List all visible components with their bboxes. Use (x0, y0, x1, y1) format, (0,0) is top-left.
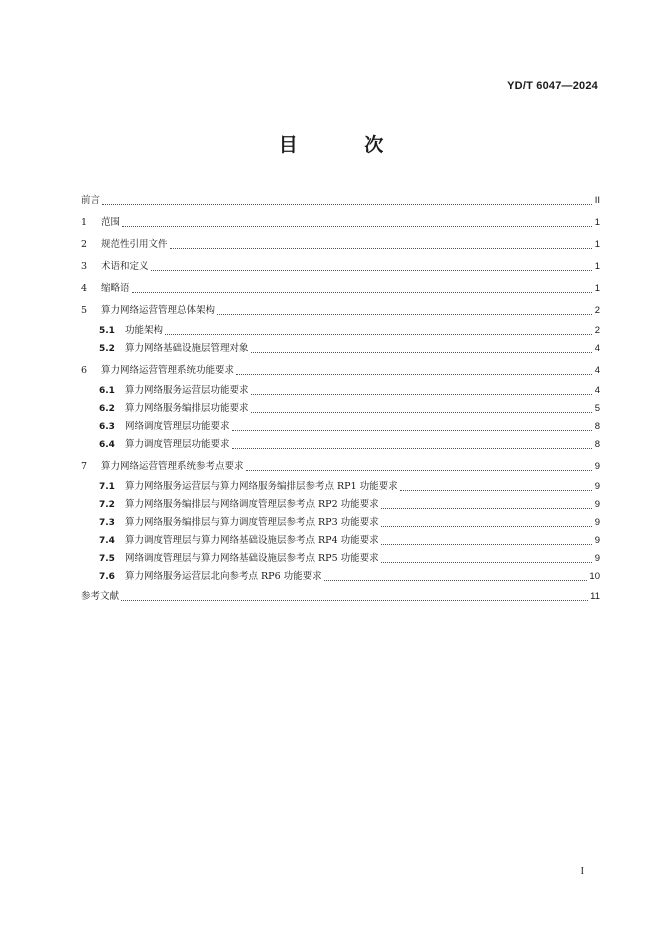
toc-entry-number: 5.2 (99, 344, 115, 354)
toc-entry[interactable] (81, 259, 600, 275)
dot-leader (102, 204, 592, 205)
toc-entry-label: 算力网络服务编排层与算力调度管理层参考点 RP3 功能要求 (125, 517, 379, 528)
toc-entry-number: 7.4 (99, 536, 115, 546)
toc-entry[interactable] (99, 515, 600, 531)
toc-entry[interactable] (99, 479, 600, 495)
toc-entry-number: 7.3 (99, 518, 115, 528)
table-of-contents (81, 193, 600, 613)
dot-leader (381, 508, 592, 509)
dot-leader (251, 394, 592, 395)
toc-entry-number: 1 (81, 217, 88, 228)
toc-entry-label: 算力网络运营管理系统参考点要求 (101, 461, 244, 472)
dot-leader (400, 490, 592, 491)
toc-entry[interactable] (99, 551, 600, 567)
toc-entry-number: 7.6 (99, 572, 115, 582)
toc-entry[interactable] (99, 437, 600, 453)
toc-entry-label: 算力网络运营管理总体架构 (101, 305, 216, 316)
toc-entry[interactable] (99, 341, 600, 357)
page-number: I (580, 866, 584, 877)
toc-entry-page: 10 (589, 571, 600, 582)
toc-entry-page: 2 (594, 305, 600, 316)
toc-entry-number: 6.3 (99, 422, 115, 432)
toc-entry-label: 前言 (81, 195, 101, 206)
dot-leader (151, 270, 592, 271)
toc-entry[interactable] (81, 303, 600, 319)
toc-entry-page: 11 (590, 591, 600, 602)
toc-entry-page: 5 (594, 403, 600, 414)
toc-entry-page: 9 (594, 499, 600, 510)
toc-entry-number: 6 (81, 365, 88, 376)
toc-entry[interactable] (99, 401, 600, 417)
toc-entry-label: 规范性引用文件 (101, 239, 168, 250)
toc-entry[interactable] (99, 419, 600, 435)
toc-entry-label: 算力调度管理层与算力网络基础设施层参考点 RP4 功能要求 (125, 535, 379, 546)
toc-entry-label: 术语和定义 (101, 261, 149, 272)
dot-leader (217, 314, 592, 315)
toc-entry-number: 2 (81, 239, 88, 250)
dot-leader (232, 448, 592, 449)
toc-entry[interactable] (81, 363, 600, 379)
toc-entry-page: 9 (594, 535, 600, 546)
dot-leader (381, 544, 592, 545)
dot-leader (251, 352, 592, 353)
toc-entry-number: 7.1 (99, 482, 115, 492)
toc-entry-label: 范围 (101, 217, 121, 228)
toc-entry[interactable] (81, 589, 600, 605)
toc-entry-page: 8 (594, 421, 600, 432)
toc-entry-label: 网络调度管理层功能要求 (125, 421, 230, 432)
dot-leader (165, 334, 592, 335)
toc-entry[interactable] (81, 237, 600, 253)
dot-leader (381, 562, 592, 563)
toc-entry[interactable] (81, 215, 600, 231)
toc-entry-number: 7.5 (99, 554, 115, 564)
toc-entry[interactable] (81, 459, 600, 475)
dot-leader (251, 412, 592, 413)
toc-entry-page: 9 (594, 553, 600, 564)
toc-entry[interactable] (81, 193, 600, 209)
toc-entry-label: 算力网络服务运营层与算力网络服务编排层参考点 RP1 功能要求 (125, 481, 398, 492)
toc-entry-label: 算力网络服务编排层与网络调度管理层参考点 RP2 功能要求 (125, 499, 379, 510)
toc-entry-page: 9 (594, 461, 600, 472)
document-code: YD/T 6047—2024 (507, 80, 598, 92)
toc-entry-label: 算力调度管理层功能要求 (125, 439, 230, 450)
toc-entry-page: 1 (594, 261, 600, 272)
toc-entry-label: 网络调度管理层与算力网络基础设施层参考点 RP5 功能要求 (125, 553, 379, 564)
toc-entry-number: 7.2 (99, 500, 115, 510)
toc-entry-page: 2 (594, 325, 600, 336)
dot-leader (170, 248, 592, 249)
dot-leader (324, 580, 588, 581)
toc-entry-number: 4 (81, 283, 88, 294)
toc-entry-label: 算力网络基础设施层管理对象 (125, 343, 249, 354)
toc-entry-page: 9 (594, 517, 600, 528)
toc-entry-page: 4 (594, 385, 600, 396)
toc-entry-number: 3 (81, 261, 88, 272)
toc-entry-number: 6.1 (99, 386, 115, 396)
toc-entry[interactable] (81, 281, 600, 297)
toc-entry[interactable] (99, 497, 600, 513)
dot-leader (246, 470, 592, 471)
toc-entry-page: 4 (594, 365, 600, 376)
toc-entry[interactable] (99, 383, 600, 399)
dot-leader (122, 226, 592, 227)
toc-entry-page: 9 (594, 481, 600, 492)
dot-leader (232, 430, 592, 431)
toc-entry-page: 1 (594, 239, 600, 250)
toc-entry-page: 8 (594, 439, 600, 450)
toc-entry-number: 6.4 (99, 440, 115, 450)
toc-entry-number: 7 (81, 461, 88, 472)
toc-title: 目 次 (278, 134, 414, 156)
toc-entry-page: 4 (594, 343, 600, 354)
toc-entry-label: 算力网络服务运营层功能要求 (125, 385, 249, 396)
toc-entry-label: 算力网络运营管理系统功能要求 (101, 365, 235, 376)
toc-entry-page: 1 (594, 217, 600, 228)
dot-leader (381, 526, 592, 527)
toc-entry-number: 5 (81, 305, 88, 316)
toc-entry-label: 缩略语 (101, 283, 130, 294)
toc-entry[interactable] (99, 323, 600, 339)
dot-leader (132, 292, 592, 293)
toc-entry-label: 功能架构 (125, 325, 164, 336)
dot-leader (121, 600, 588, 601)
toc-entry-label: 算力网络服务运营层北向参考点 RP6 功能要求 (125, 571, 322, 582)
toc-entry-page: 1 (594, 283, 600, 294)
toc-entry-page: II (594, 195, 600, 206)
toc-entry-number: 6.2 (99, 404, 115, 414)
toc-entry[interactable] (99, 533, 600, 549)
toc-entry-label: 算力网络服务编排层功能要求 (125, 403, 249, 414)
toc-entry[interactable] (99, 569, 600, 585)
dot-leader (236, 374, 592, 375)
toc-entry-number: 5.1 (99, 326, 115, 336)
toc-entry-label: 参考文献 (81, 591, 120, 602)
